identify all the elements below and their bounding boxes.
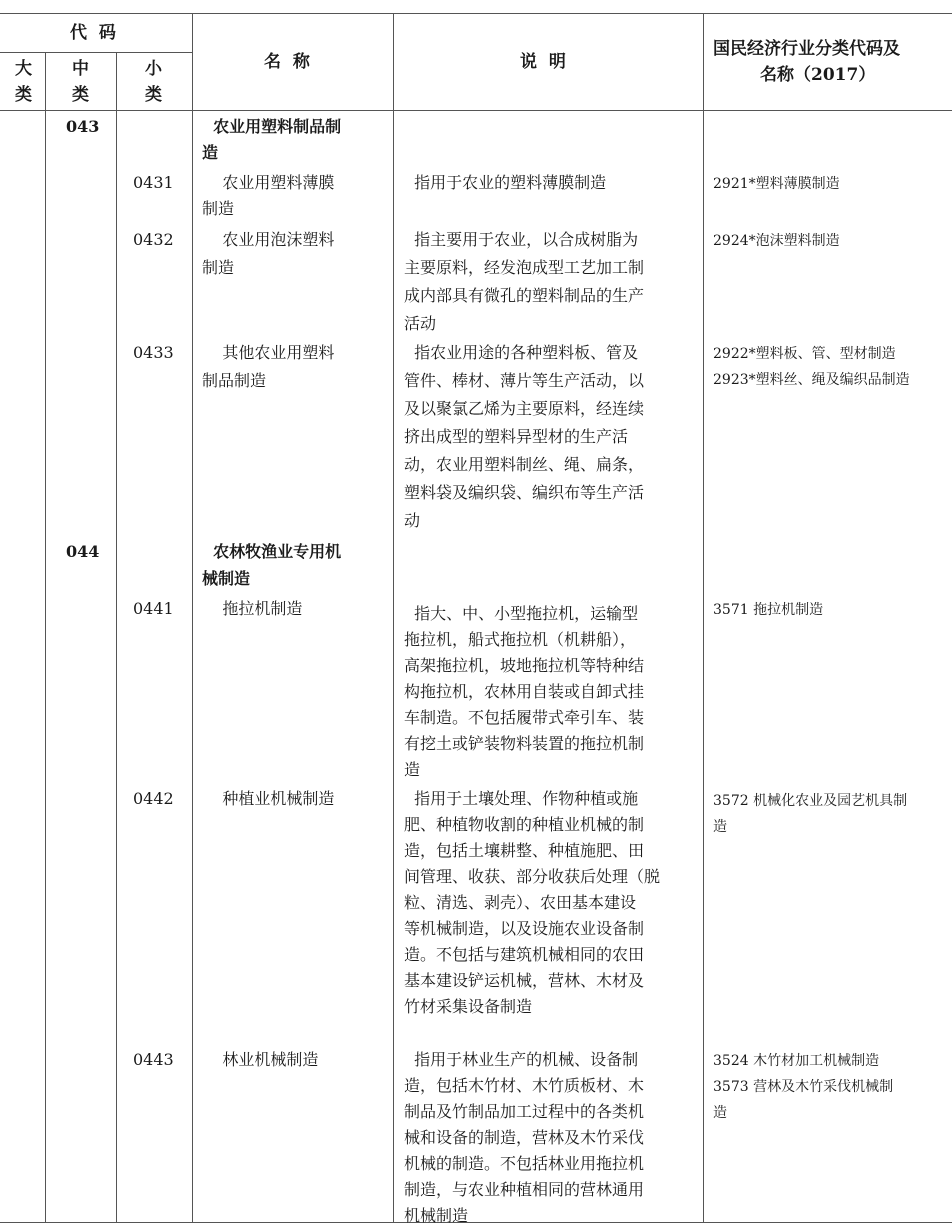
small-code-0443: 0443 [133,1050,174,1069]
small-code-0442: 0442 [133,789,174,808]
desc-line: 等机械制造，以及设施农业设备制 [404,919,645,938]
name-line: 拖拉机制造 [202,599,303,618]
desc-line: 活动 [404,314,437,333]
desc-line: 车制造。不包括履带式牵引车、装 [404,708,645,727]
desc-line: 粒、清选、剥壳）、农田基本建设 [404,893,637,912]
name-line: 械制造 [202,569,251,588]
header-ref-1: 国民经济行业分类代码及 [713,39,900,59]
desc-line: 主要原料，经发泡成型工艺加工制 [404,258,645,277]
desc-line: 构拖拉机，农林用自装或自卸式挂 [404,682,645,701]
header-code: 代 码 [70,23,116,43]
mid-code-043: 043 [66,117,100,136]
name-line: 农林牧渔业专用机 [202,542,342,561]
desc-line: 高架拖拉机，坡地拖拉机等特种结 [404,656,645,675]
desc-line: 制品及竹制品加工过程中的各类机 [404,1102,645,1121]
name-line: 其他农业用塑料 [202,343,335,362]
header-name: 名 称 [264,52,310,72]
desc-line: 塑料袋及编织袋、编织布等生产活 [404,483,645,502]
desc-line: 机械制造 [404,1206,469,1225]
desc-line: 造。不包括与建筑机械相同的农田 [404,945,645,964]
name-line: 林业机械制造 [202,1050,319,1069]
name-line: 制造 [202,258,235,277]
desc-line: 械和设备的制造，营林及木竹采伐 [404,1128,645,1147]
ref-line: 3572 机械化农业及园艺机具制 [713,793,908,809]
ref-line: 2924*泡沫塑料制造 [713,233,840,249]
desc-line: 及以聚氯乙烯为主要原料，经连续 [404,399,645,418]
header-desc: 说 明 [520,52,566,72]
desc-line: 机械的制造。不包括林业用拖拉机 [404,1154,645,1173]
name-line: 农业用塑料制品制 [202,117,342,136]
desc-line: 指用于土壤处理、作物种植或施 [404,789,639,808]
desc-line: 指农业用途的各种塑料板、管及 [404,343,639,362]
desc-line: 间管理、收获、部分收获后处理（脱 [404,867,661,886]
col-divider-zhong [116,52,117,1222]
col-divider-desc [703,13,704,1222]
name-line: 农业用泡沫塑料 [202,230,335,249]
desc-line: 指用于林业生产的机械、设备制 [404,1050,639,1069]
col-divider-da [45,52,46,1222]
desc-line: 有挖土或铲装物料装置的拖拉机制 [404,734,645,753]
ref-line: 2922*塑料板、管、型材制造 [713,346,896,362]
small-code-0432: 0432 [133,230,174,249]
col-divider-name [393,13,394,1222]
header-bottom-border [0,110,952,111]
ref-line: 2921*塑料薄膜制造 [713,176,840,192]
header-da-2: 类 [15,85,32,105]
desc-line: 指用于农业的塑料薄膜制造 [404,173,607,192]
mid-code-044: 044 [66,542,100,561]
header-zhong-1: 中 [72,59,89,79]
name-line: 制造 [202,199,235,218]
desc-line: 基本建设铲运机械，营林、木材及 [404,971,645,990]
desc-line: 指大、中、小型拖拉机，运输型 [404,604,639,623]
ref-line: 造 [713,1105,727,1121]
desc-line: 造，包括土壤耕整、种植施肥、田 [404,841,645,860]
name-line: 造 [202,143,219,162]
ref-line: 2923*塑料丝、绳及编织品制造 [713,372,910,388]
desc-line: 造 [404,760,421,779]
name-line: 农业用塑料薄膜 [202,173,335,192]
name-line: 制品制造 [202,371,267,390]
ref-line: 造 [713,819,727,835]
small-code-0441: 0441 [133,599,174,618]
desc-line: 造，包括木竹材、木竹质板材、木 [404,1076,645,1095]
desc-line: 竹材采集设备制造 [404,997,533,1016]
desc-line: 挤出成型的塑料异型材的生产活 [404,427,629,446]
desc-line: 动，农业用塑料制丝、绳、扁条， [404,455,645,474]
desc-line: 拖拉机，船式拖拉机（机耕船）， [404,630,637,649]
desc-line: 管件、棒材、薄片等生产活动，以 [404,371,645,390]
desc-line: 指主要用于农业，以合成树脂为 [404,230,639,249]
ref-line: 3573 营林及木竹采伐机械制 [713,1079,894,1095]
ref-line: 3571 拖拉机制造 [713,602,824,618]
ref-line: 3524 木竹材加工机械制造 [713,1053,880,1069]
name-line: 种植业机械制造 [202,789,335,808]
small-code-0433: 0433 [133,343,174,362]
header-xiao-2: 类 [145,85,162,105]
table-bottom-border [0,1222,952,1223]
header-da-1: 大 [15,59,32,79]
header-ref-2: 名称（2017） [760,65,876,85]
table-top-border [0,13,952,14]
desc-line: 成内部具有微孔的塑料制品的生产 [404,286,645,305]
desc-line: 制造，与农业种植相同的营林通用 [404,1180,645,1199]
header-zhong-2: 类 [72,85,89,105]
header-xiao-1: 小 [145,59,162,79]
code-subheader-divider [0,52,193,53]
small-code-0431: 0431 [133,173,174,192]
col-divider-xiao [192,13,193,1222]
desc-line: 肥、种植物收割的种植业机械的制 [404,815,645,834]
desc-line: 动 [404,511,421,530]
